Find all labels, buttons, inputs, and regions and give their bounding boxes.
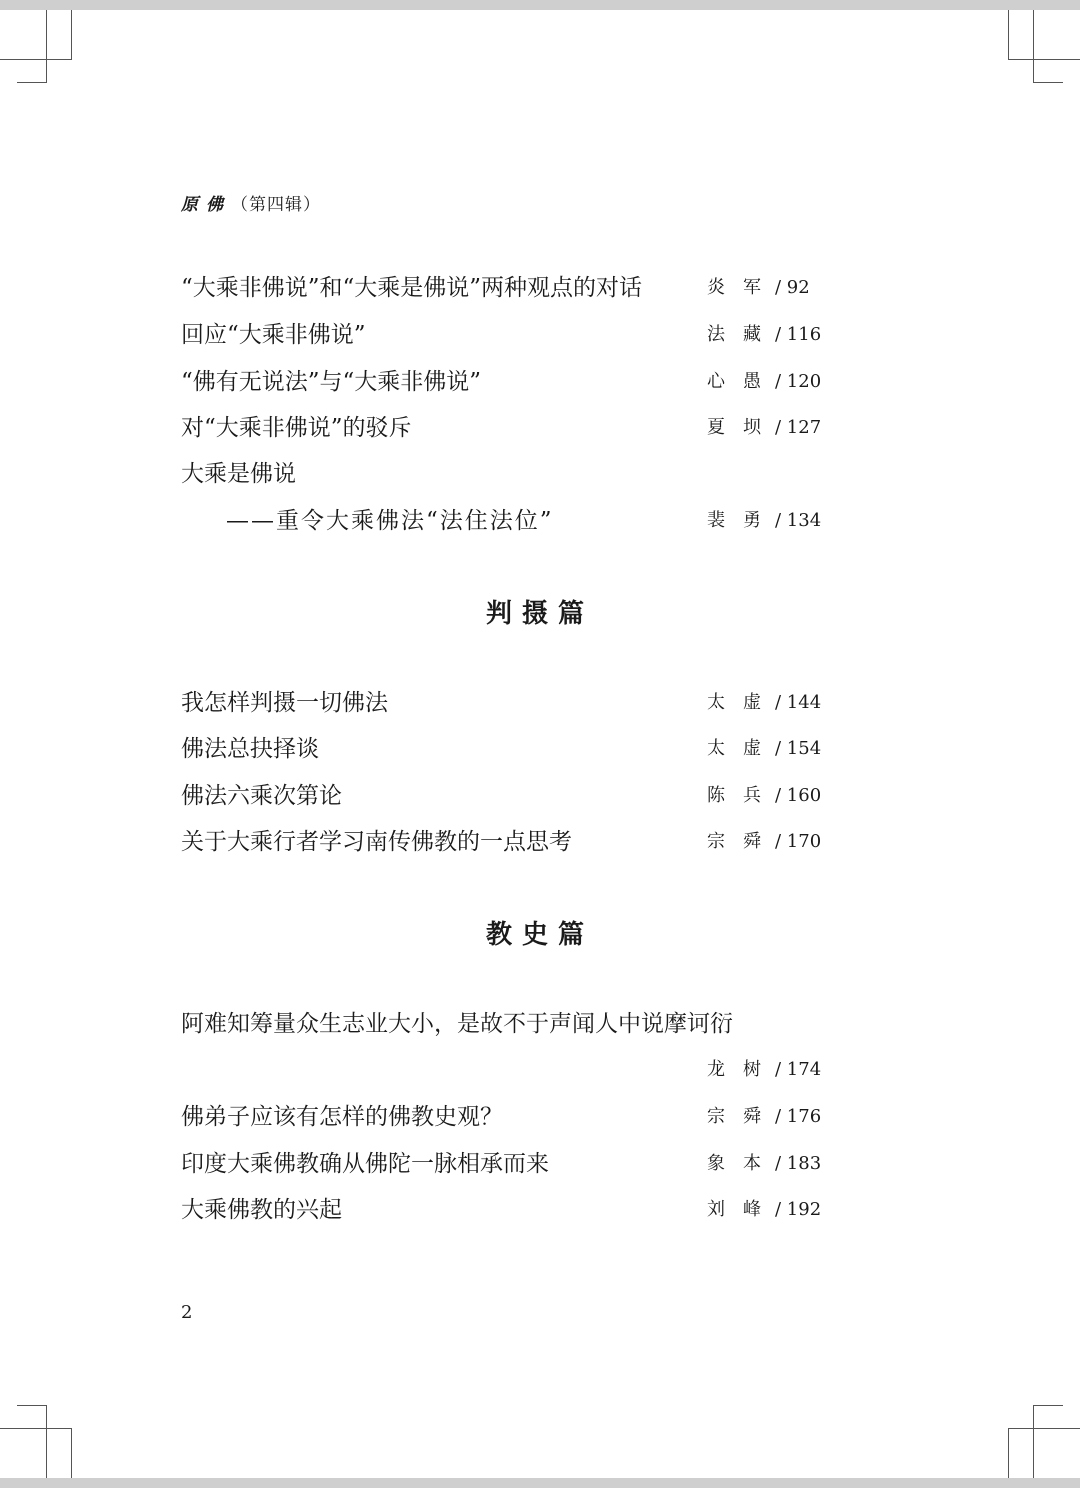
entry-title: 我怎样判摄一切佛法: [181, 690, 388, 716]
entry-author: 法藏: [707, 324, 779, 345]
toc-entry[interactable]: [181, 1146, 826, 1182]
book-title: 原佛: [181, 195, 231, 215]
entry-author: 炎军: [707, 277, 779, 298]
toc-entry[interactable]: [181, 364, 826, 400]
entry-author: 心愚: [707, 371, 779, 392]
entry-title: “佛有无说法”与“大乘非佛说”: [181, 369, 482, 395]
entry-page: / 183: [775, 1153, 822, 1174]
entry-page: / 174: [775, 1059, 822, 1080]
entry-page: / 192: [775, 1199, 822, 1220]
toc-entry[interactable]: [181, 824, 826, 860]
toc-entry[interactable]: [181, 731, 826, 767]
entry-page: / 176: [775, 1106, 822, 1127]
bottom-scan-border: [0, 1478, 1080, 1488]
entry-author: 夏坝: [707, 417, 779, 438]
toc-entry[interactable]: [181, 685, 826, 721]
section-heading: 教史篇: [485, 920, 594, 950]
toc-entry[interactable]: [181, 1192, 826, 1228]
section-heading: 判摄篇: [485, 599, 594, 629]
toc-entry[interactable]: [181, 317, 826, 353]
entry-title: 大乘佛教的兴起: [181, 1197, 342, 1223]
entry-page: / 144: [775, 692, 822, 713]
toc-entry[interactable]: [181, 778, 826, 814]
entry-page: / 120: [775, 371, 822, 392]
toc-entry-subtitle[interactable]: [181, 503, 826, 539]
entry-title: 阿难知筹量众生志业大小，是故不于声闻人中说摩诃衍: [181, 1011, 733, 1037]
entry-title: 对“大乘非佛说”的驳斥: [181, 415, 412, 441]
entry-author: 太虚: [707, 738, 779, 759]
entry-subtitle: ——重令大乘佛法“法住法位”: [226, 508, 554, 534]
entry-page: / 116: [775, 324, 822, 345]
toc-entry[interactable]: [181, 456, 826, 492]
entry-author: 宗舜: [707, 1106, 779, 1127]
entry-author: 象本: [707, 1153, 779, 1174]
entry-title: 关于大乘行者学习南传佛教的一点思考: [181, 829, 572, 855]
toc-entry[interactable]: [181, 1006, 826, 1042]
toc-entry[interactable]: [181, 1099, 826, 1135]
entry-title: 佛法六乘次第论: [181, 783, 342, 809]
entry-page: / 170: [775, 831, 822, 852]
entry-author: 龙树: [707, 1059, 779, 1080]
page-number: 2: [181, 1302, 193, 1323]
entry-title: 佛法总抉择谈: [181, 736, 319, 762]
entry-title: “大乘非佛说”和“大乘是佛说”两种观点的对话: [181, 275, 643, 301]
entry-author: 陈兵: [707, 785, 779, 806]
toc-entry-continuation[interactable]: [181, 1052, 826, 1088]
entry-title: 回应“大乘非佛说”: [181, 322, 366, 348]
entry-title: 印度大乘佛教确从佛陀一脉相承而来: [181, 1151, 549, 1177]
entry-author: 裴勇: [707, 510, 779, 531]
running-header: [181, 190, 321, 215]
entry-page: / 92: [775, 277, 810, 298]
entry-author: 太虚: [707, 692, 779, 713]
entry-author: 宗舜: [707, 831, 779, 852]
entry-page: / 160: [775, 785, 822, 806]
entry-author: 刘峰: [707, 1199, 779, 1220]
entry-title: 大乘是佛说: [181, 461, 296, 487]
entry-page: / 127: [775, 417, 822, 438]
entry-page: / 134: [775, 510, 822, 531]
volume-label: （第四辑）: [231, 195, 321, 215]
entry-page: / 154: [775, 738, 822, 759]
toc-entry[interactable]: [181, 270, 826, 306]
toc-entry[interactable]: [181, 410, 826, 446]
top-scan-border: [0, 0, 1080, 10]
entry-title: 佛弟子应该有怎样的佛教史观？: [181, 1104, 503, 1130]
